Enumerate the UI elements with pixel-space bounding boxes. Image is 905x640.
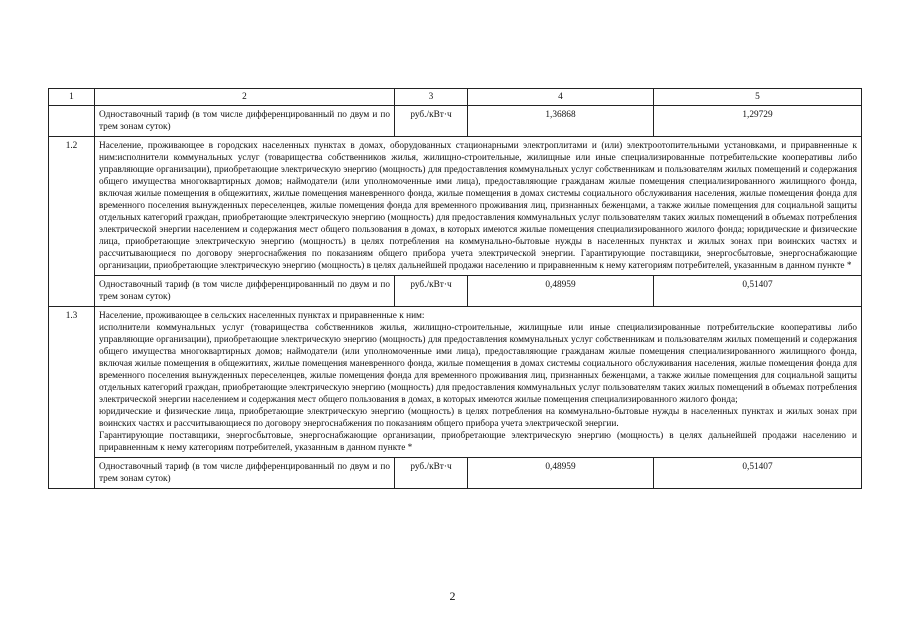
table-row <box>49 106 862 137</box>
column-number-3: 3 <box>395 89 468 106</box>
table-row <box>49 137 862 276</box>
tariff-table <box>48 88 862 489</box>
table-row <box>49 458 862 489</box>
description-paragraph: Население, проживающее в сельских населенных пунктах и приравненные к ним: <box>99 311 425 321</box>
table-row <box>49 307 862 458</box>
row-number-cell <box>49 106 95 137</box>
column-number-4: 4 <box>468 89 654 106</box>
description-paragraph: Население, проживающее в городских населенных пунктах в домах, оборудованных стационарными электроплитами и (или) электроотопительными установками, и приравненные к ним:исполнители коммунальных услуг (товарищества собственников жилья, жилищно-строительные, жилищные или иные специализированные потребительские кооперативы либо управляющие организации), приобретающие электрическую энергию (мощность) для предоставления коммунальных услуг собственникам и пользователям жилых помещений и содержания общего имущества многоквартирных домов; наймодатели (или уполномоченные ими лица), предоставляющие гражданам жилые помещения специализированного жилищного фонда, включая жилые помещения в общежитиях, жилые помещения маневренного фонда, жилые помещения в домах системы социального обслуживания населения, жилые помещения фонда для временного поселения вынужденных переселенцев, жилые помещения фонда для временного проживания лиц, признанных беженцами, а также жилые помещения для социальной защиты отдельных категорий граждан, приобретающие электрическую энергию (мощность) для предоставления коммунальных услуг пользователям таких жилых помещений в объемах потребления электрической энергии населением и содержания мест общего пользования в домах, в которых имеются жилые помещения специализированного жилого фонда; юридические и физические лица, приобретающие электрическую энергию (мощность) в целях потребления на коммунально-бытовые нужды в населенных пунктах и жилых зонах при воинских частях и рассчитывающиеся по договору энергоснабжения по показаниям общего прибора учета электрической энергии. Гарантирующие поставщики, энергосбытовые, энергоснабжающие организации, приобретающие электрическую энергию (мощность) в целях дальнейшей продажи населению и приравненным к нему категориям потребителей, указанным в данном пункте * <box>99 141 857 271</box>
category-description <box>95 137 862 276</box>
value-cell-period-1: 1,36868 <box>468 106 654 137</box>
description-paragraph: Гарантирующие поставщики, энергосбытовые, энергоснабжающие организации, приобретающие электрическую энергию (мощность) в целях дальнейшей продажи населению и приравненным к нему категориям потребителей, указанным в данном пункте * <box>99 431 857 453</box>
unit-cell: руб./кВт·ч <box>395 276 468 307</box>
unit-cell: руб./кВт·ч <box>395 106 468 137</box>
tariff-label: Одноставочный тариф (в том числе дифференцированный по двум и по трем зонам суток) <box>95 106 395 137</box>
category-description <box>95 307 862 458</box>
column-number-1: 1 <box>49 89 95 106</box>
page-number: 2 <box>449 589 456 603</box>
tariff-label: Одноставочный тариф (в том числе дифференцированный по двум и по трем зонам суток) <box>95 458 395 489</box>
row-number-cell: 1.3 <box>49 307 95 489</box>
description-paragraph: исполнители коммунальных услуг (товарищества собственников жилья, жилищно-строительные, жилищные или иные специализированные потребительские кооперативы либо управляющие организации), приобретающие электрическую энергию (мощность) для предоставления коммунальных услуг собственникам и пользователям жилых помещений и содержания общего имущества многоквартирных домов; наймодатели (или уполномоченные ими лица), предоставляющие гражданам жилые помещения специализированного жилищного фонда, включая жилые помещения в общежитиях, жилые помещения маневренного фонда, жилые помещения в домах системы социального обслуживания населения, жилые помещения фонда для временного поселения вынужденных переселенцев, жилые помещения фонда для временного проживания лиц, признанных беженцами, а также жилые помещения для социальной защиты отдельных категорий граждан, приобретающие электрическую энергию (мощность) для предоставления коммунальных услуг пользователям таких жилых помещений в объемах потребления электрической энергии населением и содержания мест общего пользования в домах, в которых имеются жилые помещения специализированного жилого фонда; <box>99 323 857 405</box>
description-paragraph: юридические и физические лица, приобретающие электрическую энергию (мощность) в целях потребления на коммунально-бытовые нужды в населенных пунктах и жилых зонах при воинских частях и рассчитывающиеся по договору энергоснабжения по показаниям общего прибора учета электрической энергии. <box>99 407 857 429</box>
row-number-cell: 1.2 <box>49 137 95 307</box>
value-cell-period-1: 0,48959 <box>468 458 654 489</box>
value-cell-period-2: 1,29729 <box>654 106 862 137</box>
value-cell-period-1: 0,48959 <box>468 276 654 307</box>
column-number-5: 5 <box>654 89 862 106</box>
table-header-row <box>49 89 862 106</box>
unit-cell: руб./кВт·ч <box>395 458 468 489</box>
table-row <box>49 276 862 307</box>
tariff-label: Одноставочный тариф (в том числе дифференцированный по двум и по трем зонам суток) <box>95 276 395 307</box>
column-number-2: 2 <box>95 89 395 106</box>
value-cell-period-2: 0,51407 <box>654 276 862 307</box>
value-cell-period-2: 0,51407 <box>654 458 862 489</box>
